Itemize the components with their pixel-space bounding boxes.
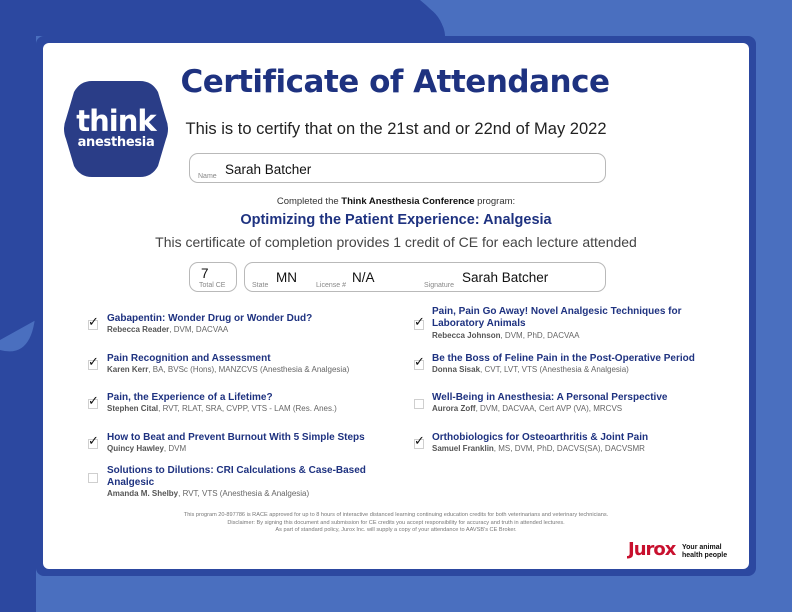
lecture-checkbox[interactable] xyxy=(88,315,99,330)
lecture-checkbox[interactable] xyxy=(414,355,425,370)
check-icon: ✓ xyxy=(414,355,425,370)
total-ce-label: Total CE xyxy=(199,282,226,289)
lecture-speaker: Karen Kerr, BA, BVSc (Hons), MANZCVS (Anesthesia & Analgesia) xyxy=(107,365,350,374)
lecture-checkbox[interactable] xyxy=(88,394,99,409)
lecture-speaker: Donna Sisak, CVT, LVT, VTS (Anesthesia & Analgesia) xyxy=(432,365,629,374)
footer-line-policy: As part of standard policy, Jurox Inc. will supply a copy of your attendance to AAVSB's CE Broker. xyxy=(275,527,517,533)
lecture-speaker: Samuel Franklin, MS, DVM, PhD, DACVS(SA), DACVSMR xyxy=(432,444,645,453)
state-value: MN xyxy=(276,270,297,285)
license-label: License # xyxy=(316,282,346,289)
lecture-checkbox[interactable] xyxy=(88,473,98,483)
check-icon: ✓ xyxy=(414,434,425,449)
ce-statement: This certificate of completion provides 1 credit of CE for each lecture attended xyxy=(155,234,637,250)
footer-line-disclaimer: Disclaimer: By signing this document and submission for CE credits you accept responsibility for accuracy and truth in attended lectures. xyxy=(227,519,565,526)
check-icon: ✓ xyxy=(414,315,425,330)
lecture-checkbox[interactable] xyxy=(414,434,425,449)
total-ce-value: 7 xyxy=(201,266,209,281)
lecture-title: Pain, Pain Go Away! Novel Analgesic Techniques for Laboratory Animals xyxy=(432,306,682,329)
lecture-speaker: Amanda M. Shelby, RVT, VTS (Anesthesia & Analgesia) xyxy=(107,489,310,498)
check-icon: ✓ xyxy=(88,355,99,370)
certificate-title: Certificate of Attendance xyxy=(180,64,610,100)
lecture-title: Gabapentin: Wonder Drug or Wonder Dud? xyxy=(107,313,313,324)
footer-line-race: This program 20-897786 is RACE approved for up to 8 hours of interactive distanced learning continuing education credits for both veterinarians and veterinary technicians. xyxy=(183,512,609,518)
lecture-title: Pain Recognition and Assessment xyxy=(107,353,271,364)
lecture-checkbox[interactable] xyxy=(414,315,425,330)
name-value: Sarah Batcher xyxy=(225,162,312,177)
completed-statement: Completed the Think Anesthesia Conference program: xyxy=(276,196,516,207)
lecture-speaker: Stephen Cital, RVT, RLAT, SRA, CVPP, VTS - LAM (Res. Anes.) xyxy=(107,404,337,413)
lecture-checkbox[interactable] xyxy=(414,399,424,409)
jurox-logo: Jurox xyxy=(628,539,676,560)
lecture-title: Well-Being in Anesthesia: A Personal Perspective xyxy=(432,392,668,403)
logo-text-anesthesia: anesthesia xyxy=(77,135,155,150)
lecture-speaker: Aurora Zoff, DVM, DACVAA, Cert AVP (VA), MRCVS xyxy=(432,404,623,413)
lecture-title: Be the Boss of Feline Pain in the Post-Operative Period xyxy=(432,353,695,364)
lecture-title: Solutions to Dilutions: CRI Calculations & Case-Based Analgesic xyxy=(107,465,366,488)
lecture-speaker: Rebecca Johnson, DVM, PhD, DACVAA xyxy=(432,331,580,340)
certify-statement: This is to certify that on the 21st and or 22nd of May 2022 xyxy=(185,120,607,138)
lecture-title: Pain, the Experience of a Lifetime? xyxy=(107,392,273,403)
logo-text-think: think xyxy=(76,104,156,138)
jurox-tagline: Your animal health people xyxy=(682,544,728,559)
check-icon: ✓ xyxy=(88,315,99,330)
signature-value: Sarah Batcher xyxy=(462,270,549,285)
lecture-title: Orthobiologics for Osteoarthritis & Joint Pain xyxy=(432,432,649,443)
name-label: Name xyxy=(198,173,217,180)
signature-label: Signature xyxy=(424,282,454,289)
lecture-checkbox[interactable] xyxy=(88,355,99,370)
footer-disclaimer xyxy=(110,512,682,535)
lecture-checkbox[interactable] xyxy=(88,434,99,449)
license-value: N/A xyxy=(352,270,375,285)
lecture-speaker: Rebecca Reader, DVM, DACVAA xyxy=(107,325,229,334)
check-icon: ✓ xyxy=(88,394,99,409)
lecture-title: How to Beat and Prevent Burnout With 5 Simple Steps xyxy=(107,432,365,443)
program-title: Optimizing the Patient Experience: Analgesia xyxy=(240,212,552,228)
check-icon: ✓ xyxy=(88,434,99,449)
lecture-speaker: Quincy Hawley, DVM xyxy=(107,444,187,453)
state-label: State xyxy=(252,282,269,289)
